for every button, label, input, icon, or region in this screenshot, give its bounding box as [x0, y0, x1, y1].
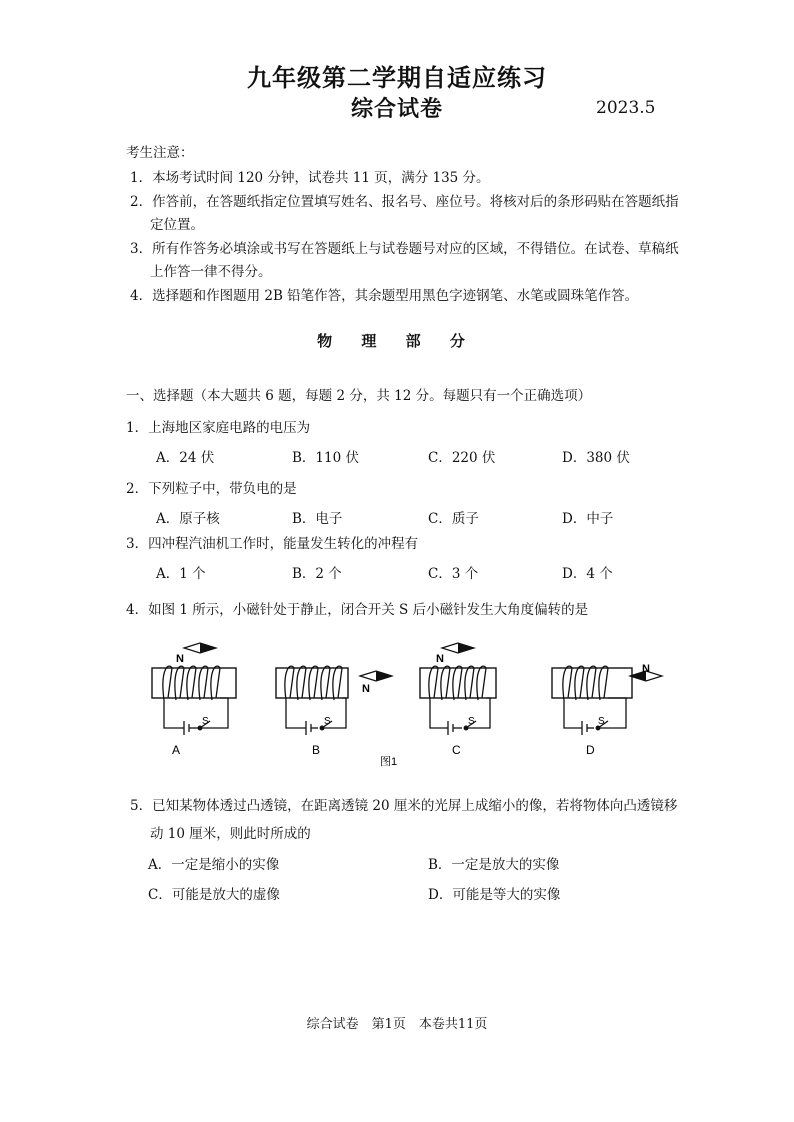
panel-a-label: A — [172, 743, 181, 757]
question-1-option-d: D．380 伏 — [562, 450, 630, 466]
exam-title: 九年级第二学期自适应练习 — [247, 63, 547, 92]
question-3-option-d: D．4 个 — [562, 566, 613, 582]
question-1-stem: 1．上海地区家庭电路的电压为 — [126, 420, 311, 436]
notice-item-2-cont: 定位置。 — [150, 217, 204, 233]
question-2-option-c: C．质子 — [428, 511, 479, 527]
question-5-stem-line-1: 5．已知某物体透过凸透镜，在距离透镜 20 厘米的光屏上成缩小的像，若将物体向凸透镜移 — [130, 798, 678, 814]
panel-a-switch-label: S — [202, 716, 209, 727]
question-3-option-c: C．3 个 — [428, 566, 479, 582]
question-1-option-a: A．24 伏 — [156, 450, 215, 466]
panel-b-label: B — [312, 743, 321, 757]
panel-c-switch-label: S — [468, 716, 475, 727]
question-4-stem: 4．如图 1 所示，小磁针处于静止，闭合开关 S 后小磁针发生大角度偏转的是 — [126, 602, 589, 618]
question-5-stem-line-2: 动 10 厘米，则此时所成的 — [150, 826, 311, 842]
panel-d-switch-label: S — [598, 716, 605, 727]
notice-heading: 考生注意： — [126, 145, 194, 161]
exam-date: 2023.5 — [596, 98, 656, 118]
figure-1-diagram — [140, 636, 670, 776]
question-2-option-d: D．中子 — [562, 511, 614, 527]
part1-heading: 一、选择题（本大题共 6 题，每题 2 分，共 12 分。每题只有一个正确选项） — [126, 388, 592, 404]
panel-d-needle-label: N — [642, 663, 650, 675]
notice-item-1: 1．本场考试时间 120 分钟，试卷共 11 页，满分 135 分。 — [130, 170, 490, 186]
notice-item-3-cont: 上作答一律不得分。 — [150, 264, 272, 280]
question-1-option-c: C．220 伏 — [428, 450, 496, 466]
question-3-stem: 3．四冲程汽油机工作时，能量发生转化的冲程有 — [126, 536, 419, 552]
panel-a-needle-label: N — [176, 653, 184, 665]
panel-d — [552, 663, 662, 757]
question-5-option-b: B．一定是放大的实像 — [428, 857, 560, 873]
panel-b-switch-label: S — [324, 716, 331, 727]
question-2-stem: 2．下列粒子中，带负电的是 — [126, 481, 297, 497]
question-2-option-b: B．电子 — [292, 511, 343, 527]
panel-a — [152, 643, 236, 757]
panel-c-label: C — [452, 743, 461, 757]
panel-d-label: D — [586, 743, 595, 757]
notice-item-4: 4．选择题和作图题用 2B 铅笔作答，其余题型用黑色字迹钢笔、水笔或圆珠笔作答。 — [130, 288, 639, 304]
notice-item-3: 3．所有作答务必填涂或书写在答题纸上与试卷题号对应的区域，不得错位。在试卷、草稿纸 — [130, 241, 679, 257]
panel-c — [420, 643, 496, 757]
notice-item-2: 2．作答前，在答题纸指定位置填写姓名、报名号、座位号。将核对后的条形码贴在答题纸指 — [130, 194, 679, 210]
page-footer: 综合试卷 第1页 本卷共11页 — [306, 1017, 488, 1032]
question-1-option-b: B．110 伏 — [292, 450, 359, 466]
figure-1-caption: 图1 — [380, 756, 398, 768]
panel-b — [276, 666, 392, 757]
question-5-option-c: C．可能是放大的虚像 — [148, 887, 280, 903]
question-5-option-a: A．一定是缩小的实像 — [148, 857, 280, 873]
panel-b-needle-label: N — [362, 683, 370, 695]
exam-subtitle: 综合试卷 — [350, 96, 443, 122]
question-3-option-a: A．1 个 — [156, 566, 206, 582]
question-3-option-b: B．2 个 — [292, 566, 342, 582]
section-title: 物 理 部 分 — [317, 332, 477, 350]
question-5-option-d: D．可能是等大的实像 — [428, 887, 561, 903]
panel-c-needle-label: N — [436, 653, 444, 665]
question-2-option-a: A．原子核 — [156, 511, 220, 527]
